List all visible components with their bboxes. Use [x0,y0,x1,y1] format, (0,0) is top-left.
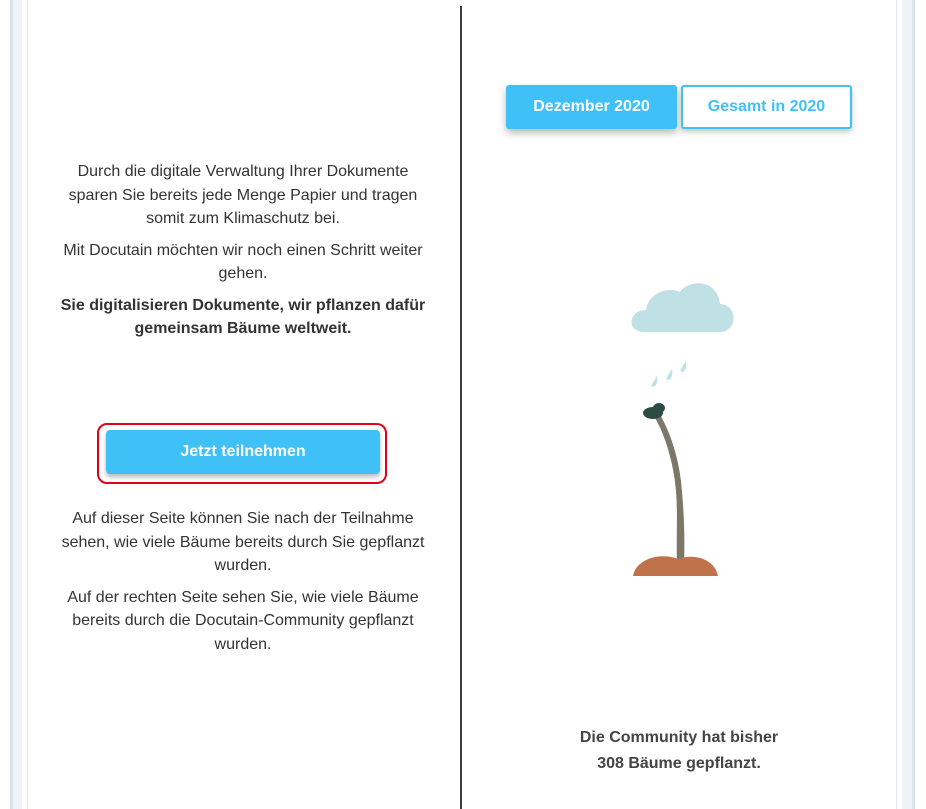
join-button[interactable]: Jetzt teilnehmen [106,430,380,474]
intro-bold-paragraph: Sie digitalisieren Dokumente, wir pflanzen dafür gemeinsam Bäume weltweit. [60,296,426,337]
community-counter [520,725,838,777]
intro-paragraph-1: Durch die digitale Verwaltung Ihrer Dokumente sparen Sie bereits jede Menge Papier und tragen somit zum Klimaschutz bei. [68,163,418,227]
community-text-line-1: Die Community hat bisher [579,729,779,746]
tab-total-2020[interactable]: Gesamt in 2020 [681,85,852,129]
rain-cloud-icon [631,283,733,332]
info-paragraph-2: Auf der rechten Seite sehen Sie, wie viele Bäume bereits durch die Docutain-Community gepflanzt wurden. [67,588,419,653]
tree-trunk-icon [654,411,684,565]
community-tree-count: 308 Bäume gepflanzt. [597,755,761,772]
info-text [60,507,426,664]
tab-december-2020[interactable]: Dezember 2020 [506,85,677,129]
intro-text [60,160,426,349]
panel-divider [460,6,462,809]
info-paragraph-1: Auf dieser Seite können Sie nach der Teilnahme sehen, wie viele Bäume bereits durch Sie gepflanzt wurden. [61,510,425,574]
tree-leaf-icon [643,403,665,419]
intro-paragraph-2: Mit Docutain möchten wir noch einen Schritt weiter gehen. [63,241,423,282]
raindrops-icon [652,361,687,387]
tree-illustration-icon [620,276,740,581]
left-window-frame [0,0,27,809]
soil-mound-icon [633,556,718,576]
right-window-frame [896,0,926,809]
